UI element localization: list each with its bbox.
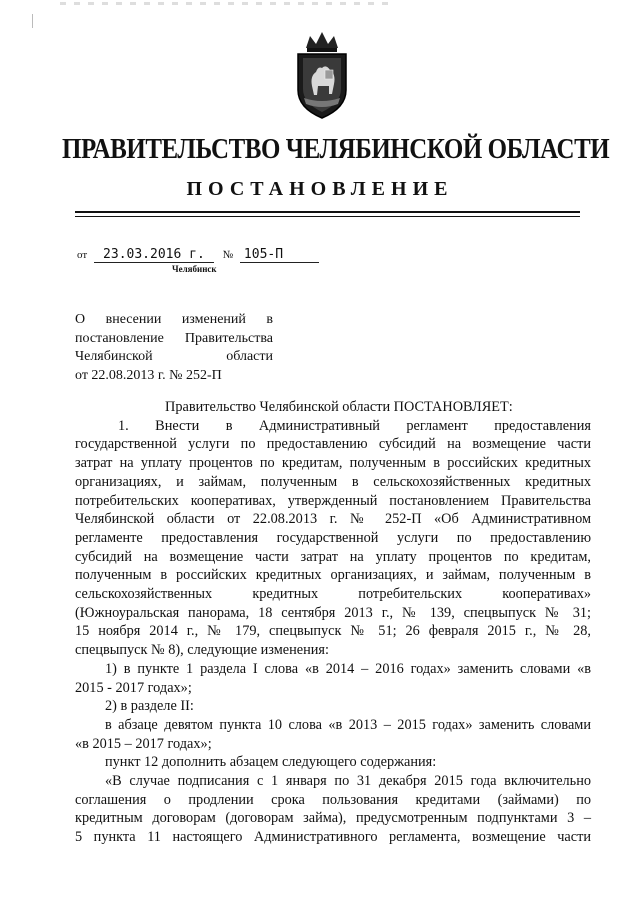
body-line: субсидий на возмещение части затрат на уплату процентов по кредитам, bbox=[75, 548, 591, 565]
coat-of-arms-icon bbox=[292, 28, 352, 120]
body-line: 1. Внести в Административный регламент предоставления bbox=[118, 417, 591, 434]
body-line: 2) в разделе II: bbox=[105, 698, 194, 715]
subject-line: постановление Правительства bbox=[75, 330, 273, 346]
body-line: (Южноуральская панорама, 18 сентября 2013 г., № 139, спецвыпуск № 31; bbox=[75, 604, 591, 621]
city-label: Челябинск bbox=[172, 264, 217, 274]
document-number: 105-П bbox=[240, 247, 319, 263]
body-line: пункт 12 дополнить абзацем следующего содержания: bbox=[105, 754, 437, 771]
number-prefix: № bbox=[222, 249, 234, 261]
body-line: государственной услуги по предоставлению субсидий на возмещение части bbox=[75, 436, 591, 453]
body-line: 5 пункта 11 настоящего Административного регламента, возмещение части bbox=[75, 829, 591, 846]
document-type: ПОСТАНОВЛЕНИЕ bbox=[186, 178, 454, 200]
document-subject bbox=[75, 311, 273, 385]
body-line: кредитным договорам (договорам займа), предусмотренным подпунктами 3 – bbox=[75, 810, 591, 827]
government-title: ПРАВИТЕЛЬСТВО ЧЕЛЯБИНСКОЙ ОБЛАСТИ bbox=[62, 133, 610, 165]
header-rule-thin bbox=[75, 216, 580, 217]
header-rule-thick bbox=[75, 211, 580, 213]
body-line: 15 ноября 2014 г., № 179, спецвыпуск № 51; 26 февраля 2015 г., № 28, bbox=[75, 623, 591, 640]
body-line: затрат на уплату процентов по кредитам, полученным в российских кредитных bbox=[75, 455, 591, 472]
body-line: спецвыпуск № 8), следующие изменения: bbox=[75, 642, 329, 659]
body-line: 1) в пункте 1 раздела I слова «в 2014 – 2016 годах» заменить словами «в bbox=[105, 660, 591, 677]
body-line: Правительство Челябинской области ПОСТАНОВЛЯЕТ: bbox=[165, 399, 513, 415]
subject-line: Челябинской области bbox=[75, 349, 273, 364]
body-line: Челябинской области от 22.08.2013 г. № 252-П «Об Административном bbox=[75, 511, 591, 528]
body-line: сельскохозяйственных кредитных потребительских кооперативах» bbox=[75, 586, 591, 603]
subject-line: О внесении изменений в bbox=[75, 312, 273, 327]
body-line: полученным в российских кредитных организациях, и займам, полученным в bbox=[75, 567, 591, 584]
document-date: 23.03.2016 г. bbox=[94, 247, 214, 263]
body-line: 2015 - 2017 годах»; bbox=[75, 679, 192, 696]
body-line: регламенте предоставления государственной услуги по предоставлению bbox=[75, 529, 591, 546]
document-meta bbox=[77, 247, 319, 263]
body-line: в абзаце девятом пункта 10 слова «в 2013 – 2015 годах» заменить словами bbox=[105, 716, 591, 733]
date-prefix: от bbox=[77, 249, 88, 261]
scan-artifact-mark bbox=[32, 14, 33, 28]
scan-artifact bbox=[60, 2, 390, 5]
subject-line: от 22.08.2013 г. № 252-П bbox=[75, 367, 222, 383]
body-line: «в 2015 – 2017 годах»; bbox=[75, 735, 212, 752]
body-line: соглашения о продлении срока пользования кредитами (займами) по bbox=[75, 791, 591, 808]
body-line: «В случае подписания с 1 января по 31 декабря 2015 года включительно bbox=[105, 773, 591, 790]
body-line: потребительских кооперативах, утвержденный постановлением Правительства bbox=[75, 492, 591, 509]
document-body bbox=[75, 398, 591, 847]
body-line: организациях, и займам, полученным в сельскохозяйственных кредитных bbox=[75, 473, 591, 490]
